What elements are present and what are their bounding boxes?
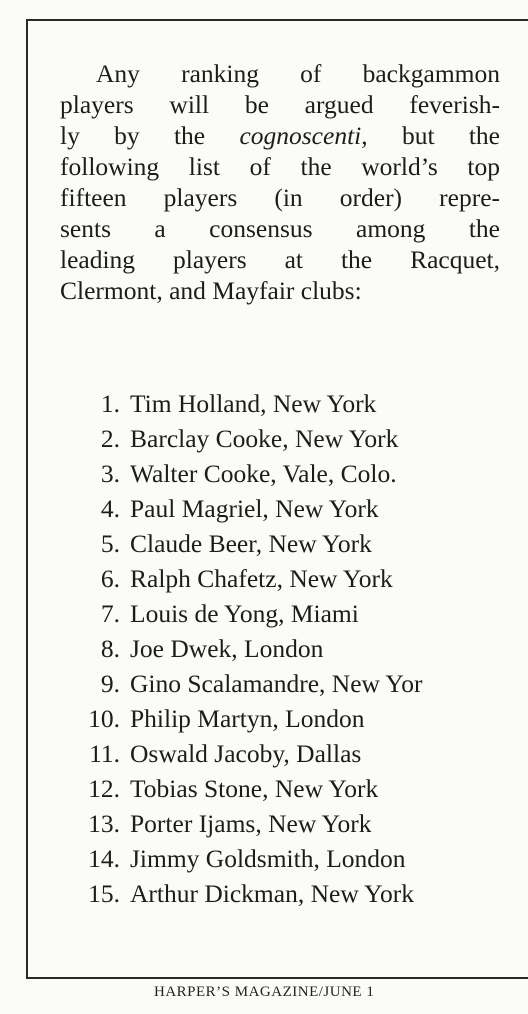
- player-name: Jimmy Goldsmith, London: [130, 844, 406, 873]
- player-name: Louis de Yong, Miami: [130, 599, 359, 628]
- list-item: [70, 771, 528, 806]
- intro-line: sents a consensus among the: [60, 214, 500, 243]
- rank-number: 15.: [88, 879, 120, 908]
- player-name: Claude Beer, New York: [130, 529, 372, 558]
- rank-number: 1.: [100, 389, 120, 418]
- rank-number: 6.: [100, 564, 120, 593]
- list-item: [70, 596, 528, 631]
- rank-number: 5.: [100, 529, 120, 558]
- rank-number: 9.: [100, 669, 120, 698]
- list-item: [70, 456, 528, 491]
- rank-number: 3.: [100, 459, 120, 488]
- player-name: Tim Holland, New York: [130, 389, 377, 418]
- list-item: [70, 736, 528, 771]
- running-footer: HARPER’S MAGAZINE/JUNE 1: [154, 984, 375, 1000]
- list-item: [70, 561, 528, 596]
- intro-paragraph: [60, 58, 500, 306]
- player-ranking-list: [70, 386, 528, 911]
- player-name: Philip Martyn, London: [130, 704, 365, 733]
- rank-number: 10.: [88, 704, 120, 733]
- intro-line: fifteen players (in order) repre-: [60, 183, 500, 212]
- rank-number: 11.: [89, 739, 120, 768]
- player-name: Tobias Stone, New York: [130, 774, 379, 803]
- list-item: [70, 421, 528, 456]
- list-item: [70, 526, 528, 561]
- italic-term: cognoscenti: [239, 121, 362, 150]
- rank-number: 14.: [88, 844, 120, 873]
- player-name: Barclay Cooke, New York: [130, 424, 399, 453]
- player-name: Gino Scalamandre, New Yor: [130, 669, 423, 698]
- player-name: Oswald Jacoby, Dallas: [130, 739, 362, 768]
- intro-line: players will be argued feverish-: [60, 90, 500, 119]
- list-item: [70, 806, 528, 841]
- player-name: Paul Magriel, New York: [130, 494, 379, 523]
- player-name: Walter Cooke, Vale, Colo.: [130, 459, 397, 488]
- rank-number: 12.: [88, 774, 120, 803]
- list-item: [70, 666, 528, 701]
- player-name: Joe Dwek, London: [130, 634, 324, 663]
- intro-line: leading players at the Racquet,: [60, 245, 500, 274]
- rank-number: 2.: [100, 424, 120, 453]
- player-name: Ralph Chafetz, New York: [130, 564, 393, 593]
- cropped-previous-text: [20, 0, 520, 10]
- player-name: Porter Ijams, New York: [130, 809, 372, 838]
- rank-number: 4.: [100, 494, 120, 523]
- intro-line: Clermont, and Mayfair clubs:: [60, 276, 362, 305]
- rank-number: 7.: [100, 599, 120, 628]
- rank-number: 8.: [100, 634, 120, 663]
- player-name: Arthur Dickman, New York: [130, 879, 415, 908]
- list-item: [70, 631, 528, 666]
- list-item: [70, 841, 528, 876]
- list-item: [70, 386, 528, 421]
- intro-line: following list of the world’s top: [60, 152, 500, 181]
- list-item: [70, 491, 528, 526]
- list-item: [70, 701, 528, 736]
- intro-line: Any ranking of backgammon: [96, 59, 500, 88]
- intro-line: ly by the cognoscenti, but the: [60, 121, 500, 150]
- rank-number: 13.: [88, 809, 120, 838]
- list-item: [70, 876, 528, 911]
